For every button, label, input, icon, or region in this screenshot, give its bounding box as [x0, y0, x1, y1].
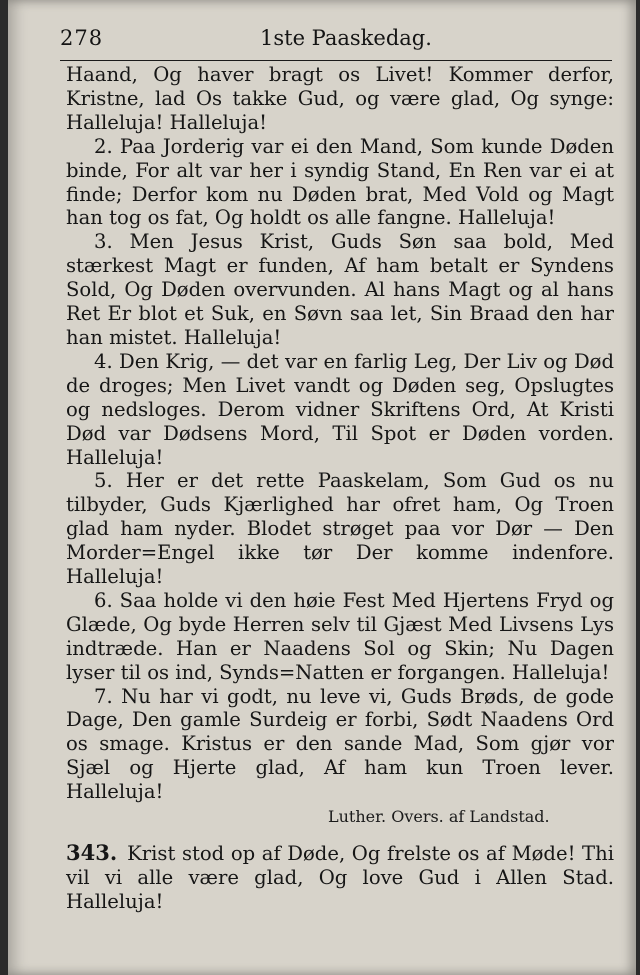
running-head: 1ste Paaskedag. — [260, 26, 432, 50]
page-header — [60, 24, 612, 61]
page-number: 278 — [60, 26, 104, 50]
hymn-343 — [66, 841, 614, 914]
stanza-3: 3. Men Jesus Krist, Guds Søn saa bold, Med stærkest Magt er funden, Af ham betalt er Syndens Sold, Og Døden overvunden. Al hans Magt og al hans Ret Er blot et Suk, en Søvn saa let, Sin Braad den har han mistet. Halleluja! — [66, 230, 614, 349]
book-page — [8, 0, 636, 975]
hymn-number: 343. — [66, 840, 118, 866]
stanza-6: 6. Saa holde vi den høie Fest Med Hjertens Fryd og Glæde, Og byde Herren selv til Gjæst Med Livsens Lys indtræde. Han er Naadens Sol og Skin; Nu Dagen lyser til os ind, Synds=Natten er forgangen. Halleluja! — [66, 588, 614, 684]
stanza-2: 2. Paa Jorderig var ei den Mand, Som kunde Døden binde, For alt var her i syndig Stand, En Ren var ei at finde; Derfor kom nu Døden brat, Med Vold og Magt han tog os fat, Og holdt os alle fangne. Halleluja! — [66, 134, 614, 230]
hymn-attribution: Luther. Overs. af Landstad. — [328, 807, 550, 827]
hymn-text — [66, 63, 614, 914]
stanza-continuation: Haand, Og haver bragt os Livet! Kommer derfor, Kristne, lad Os takke Gud, og være glad, Og synge: Halleluja! Halleluja! — [66, 63, 614, 134]
stanza-5: 5. Her er det rette Paaskelam, Som Gud os nu tilbyder, Guds Kjærlighed har ofret ham, Og Troen glad ham nyder. Blodet strøget paa vor Dør — Den Morder=Engel ikke tør Der komme indenfore. Halleluja! — [66, 469, 614, 589]
hymn-343-text: Krist stod op af Døde, Og frelste os af Møde! Thi vil vi alle være glad, Og love Gud i Allen Stad. Halleluja! — [66, 842, 614, 913]
stanza-7: 7. Nu har vi godt, nu leve vi, Guds Brøds, de gode Dage, Den gamle Surdeig er forbi, Sødt Naadens Ord os smage. Kristus er den sande Mad, Som gjør vor Sjæl og Hjerte glad, Af ham kun Troen lever. Halleluja! — [66, 684, 614, 804]
stanza-4: 4. Den Krig, — det var en farlig Leg, Der Liv og Død de droges; Men Livet vandt og Døden seg, Opslugtes og nedsloges. Derom vidner Skriftens Ord, At Kristi Død var Dødsens Mord, Til Spot er Døden vorden. Halleluja! — [66, 349, 614, 469]
